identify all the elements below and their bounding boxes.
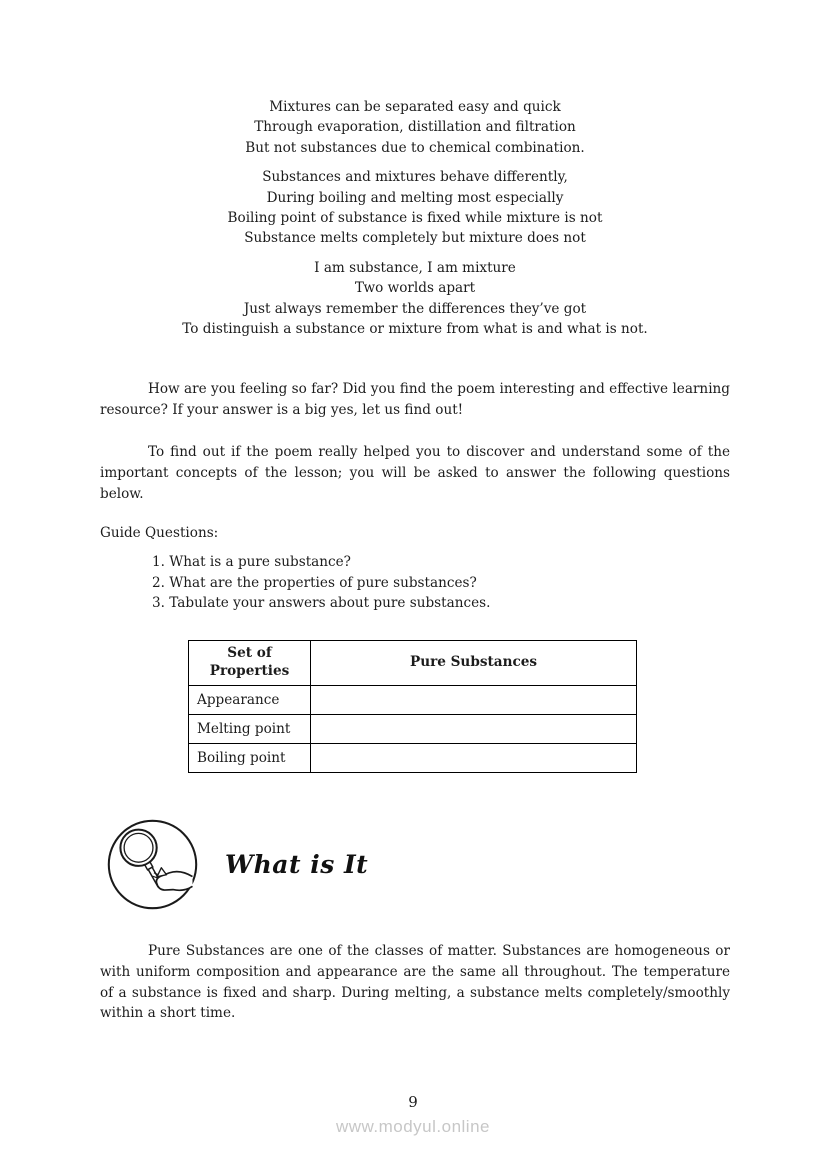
section-title: What is It [225,850,369,880]
poem [100,97,730,339]
paragraph-pure-substances: Pure Substances are one of the classes of matter. Substances are homogeneous or with uniform composition and appearance are the same all throughout. The temperature of a substance is fixed and sharp. During melting, a substance melts completely/smoothly within a short time. [100,943,730,1022]
poem-line: Boiling point of substance is fixed while mixture is not [227,210,603,227]
guide-question-1: 1. What is a pure substance? [152,554,351,571]
table-cell-property: Appearance [189,686,311,715]
poem-line: Just always remember the differences they’ve got [243,300,587,317]
table-cell-answer [311,715,637,744]
page-number: 9 [408,1093,418,1111]
guide-question-2: 2. What are the properties of pure substances? [152,574,477,591]
table-header-properties: Set of Properties [189,641,311,686]
what-is-it-section-header [106,818,730,911]
poem-line: To distinguish a substance or mixture from what is and what is not. [182,321,648,338]
poem-line: I am substance, I am mixture [314,259,516,276]
poem-line: During boiling and melting most especially [266,189,564,206]
table-cell-property: Melting point [189,715,311,744]
poem-stanza-2 [100,167,730,249]
table-row [189,715,637,744]
guide-questions-list [100,552,730,614]
paragraph-find-out: To find out if the poem really helped you to discover and understand some of the important concepts of the lesson; you will be asked to answer the following questions below. [100,444,730,502]
paragraph-feeling: How are you feeling so far? Did you find the poem interesting and effective learning resource? If your answer is a big yes, let us find out! [100,381,730,419]
table-row [189,686,637,715]
poem-line: Through evaporation, distillation and filtration [254,119,576,136]
table-header-row [189,641,637,686]
guide-questions-heading: Guide Questions: [100,525,219,542]
guide-question-3: 3. Tabulate your answers about pure substances. [152,595,491,612]
table-header-pure-substances: Pure Substances [311,641,637,686]
poem-line: But not substances due to chemical combination. [245,139,585,156]
poem-line: Two worlds apart [354,280,476,297]
watermark: www.modyul.online [335,1117,490,1136]
poem-line: Substance melts completely but mixture does not [244,230,586,247]
table-row [189,744,637,773]
poem-line: Substances and mixtures behave differently, [262,169,568,186]
table-cell-property: Boiling point [189,744,311,773]
pure-substances-table [188,640,637,773]
poem-stanza-1 [100,97,730,158]
poem-stanza-3 [100,258,730,340]
poem-line: Mixtures can be separated easy and quick [269,99,561,115]
magnifying-glass-icon [106,818,199,911]
table-cell-answer [311,686,637,715]
table-cell-answer [311,744,637,773]
